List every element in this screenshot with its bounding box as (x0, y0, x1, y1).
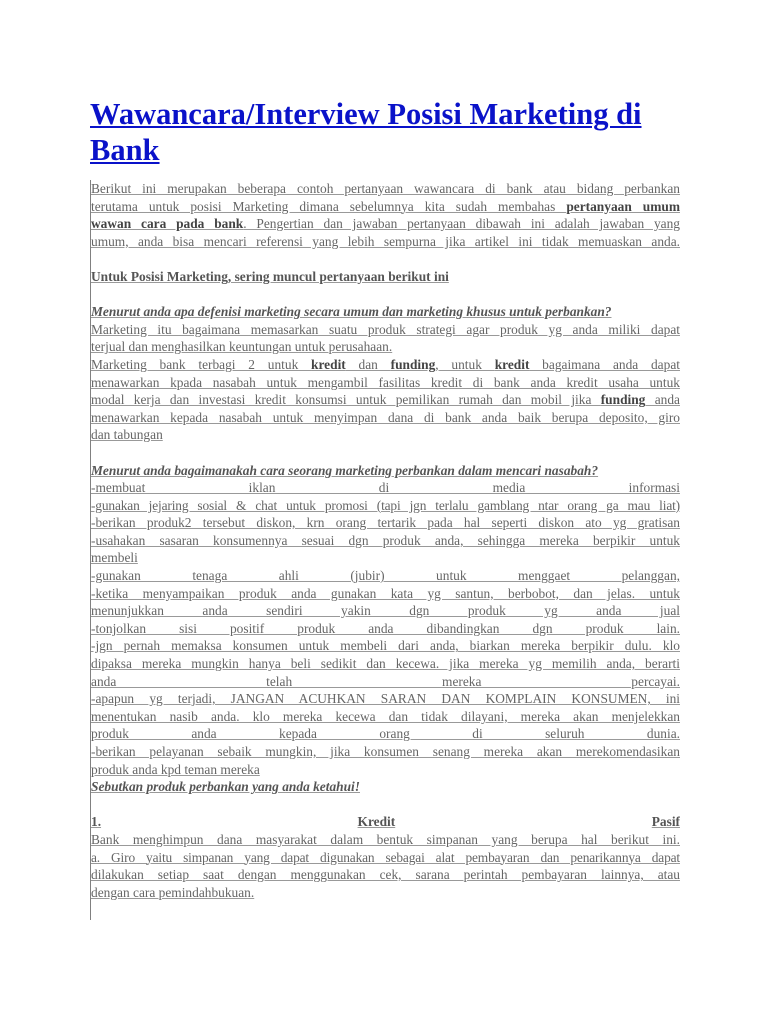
intro-line-1: Berikut ini merupakan beberapa contoh pertanyaan wawancara di bank atau bidang perbankan (91, 181, 680, 196)
answer-2-line: menentukan nasib anda. klo mereka kecewa dan tidak dilayani, mereka akan menjelekkan (91, 708, 680, 724)
answer-2-line: -jgn pernah memaksa konsumen untuk membeli dari anda, biarkan mereka berpikir dulu. klo (91, 638, 680, 654)
answer-1-line: Marketing bank terbagi 2 untuk kredit dan funding, untuk kredit bagaimana anda dapat (91, 356, 680, 372)
answer-1-line: menawarkan kepada nasabah untuk menyimpan dana di bank anda baik berupa deposito, giro (91, 409, 680, 425)
page-title[interactable]: Wawancara/Interview Posisi Marketing di Bank (90, 97, 642, 167)
answer-1-line: menawarkan kpada nasabah untuk mengambil fasilitas kredit di bank anda kredit usaha untuk (91, 374, 680, 390)
answer-2-line: -berikan pelayanan sebaik mungkin, jika konsumen senang mereka akan merekomendasikan (91, 744, 680, 759)
question-2: Menurut anda bagaimanakah cara seorang marketing perbankan dalam mencari nasabah? (91, 462, 599, 478)
answer-2-line: -gunakan jejaring sosial & chat untuk promosi (tapi jgn terlalu gamblang ntar orang ga mau liat) (91, 497, 680, 513)
intro-line-4: umum, anda bisa mencari referensi yang lebih sempurna jika artikel ini tidak memuaskan anda. (91, 233, 680, 249)
answer-2-line: membeli (91, 550, 138, 566)
answer-3-line: a. Giro yaitu simpanan yang dapat digunakan sebagai alat pembayaran dan penarikannya dapat (91, 849, 680, 865)
answer-2-line: -apapun yg terjadi, JANGAN ACUHKAN SARAN DAN KOMPLAIN KONSUMEN, ini (91, 691, 680, 707)
answer-2-line: -berikan produk2 tersebut diskon, krn orang tertarik pada hal seperti diskon ato yg gratisan (91, 515, 680, 531)
answer-1-line: terjual dan menghasilkan keuntungan untuk perusahaan. (91, 339, 393, 355)
answer-2-line: anda telah mereka percayai. (91, 673, 680, 689)
answer-2-line: -ketika menyampaikan produk anda gunakan kata yg santun, berbobot, dan jelas. untuk (91, 585, 680, 601)
answer-3-line: dengan cara pemindahbukuan. (91, 884, 255, 900)
link-pertanyaan-umum[interactable]: pertanyaan umum (566, 198, 680, 214)
emphasis-funding: funding (600, 392, 646, 408)
answer-3-line: Bank menghimpun dana masyarakat dalam bentuk simpanan yang berupa hal berikut ini. (91, 831, 680, 847)
emphasis-funding: funding (390, 356, 436, 372)
answer-2-line: -gunakan tenaga ahli (jubir) untuk menggaet pelanggan, (91, 568, 680, 584)
link-wawan-cara[interactable]: wawan cara pada bank (91, 216, 244, 232)
answer-2-line: produk anda kpd teman mereka (91, 761, 260, 777)
answer-2-line: produk anda kepada orang di seluruh dunia. (91, 726, 680, 742)
answer-2-line: dipaksa mereka mungkin hanya beli sedikit dan kecewa. jika mereka yg memilih anda, berarti (91, 656, 680, 672)
list-heading-1: 1. Kredit Pasif (91, 814, 680, 830)
answer-2-line: -usahakan sasaran konsumennya sesuai dgn produk anda, sehingga mereka berpikir untuk (91, 532, 680, 548)
article-body (90, 180, 680, 920)
question-1: Menurut anda apa defenisi marketing secara umum dan marketing khusus untuk perbankan? (91, 304, 612, 320)
emphasis-kredit: kredit (494, 356, 530, 372)
answer-2-line: -membuat iklan di media informasi (91, 480, 680, 496)
answer-1-line: dan tabungan (91, 427, 163, 443)
intro-line-2: terutama untuk posisi Marketing dimana sebelumnya kita sudah membahas pertanyaan umum (91, 198, 680, 214)
question-3: Sebutkan produk perbankan yang anda ketahui! (91, 779, 360, 795)
answer-3-line: dilakukan setiap saat dengan menggunakan cek, sarana perintah pembayaran lainnya, atau (91, 867, 680, 883)
answer-2-line: menunjukkan anda sendiri yakin dgn produk yg anda jual (91, 603, 680, 619)
answer-1-line: modal kerja dan investasi kredit konsumsi untuk pemilikan rumah dan mobil jika funding anda (91, 392, 680, 408)
answer-2-line: -tonjolkan sisi positif produk anda dibandingkan dgn produk lain. (91, 620, 680, 636)
emphasis-kredit: kredit (311, 356, 346, 372)
intro-line-3: wawan cara pada bank. Pengertian dan jawaban pertanyaan dibawah ini adalah jawaban yang (91, 216, 680, 232)
section-heading: Untuk Posisi Marketing, sering muncul pertanyaan berikut ini (91, 268, 449, 284)
answer-1-line: Marketing itu bagaimana memasarkan suatu produk strategi agar produk yg anda miliki dapat (91, 321, 680, 337)
